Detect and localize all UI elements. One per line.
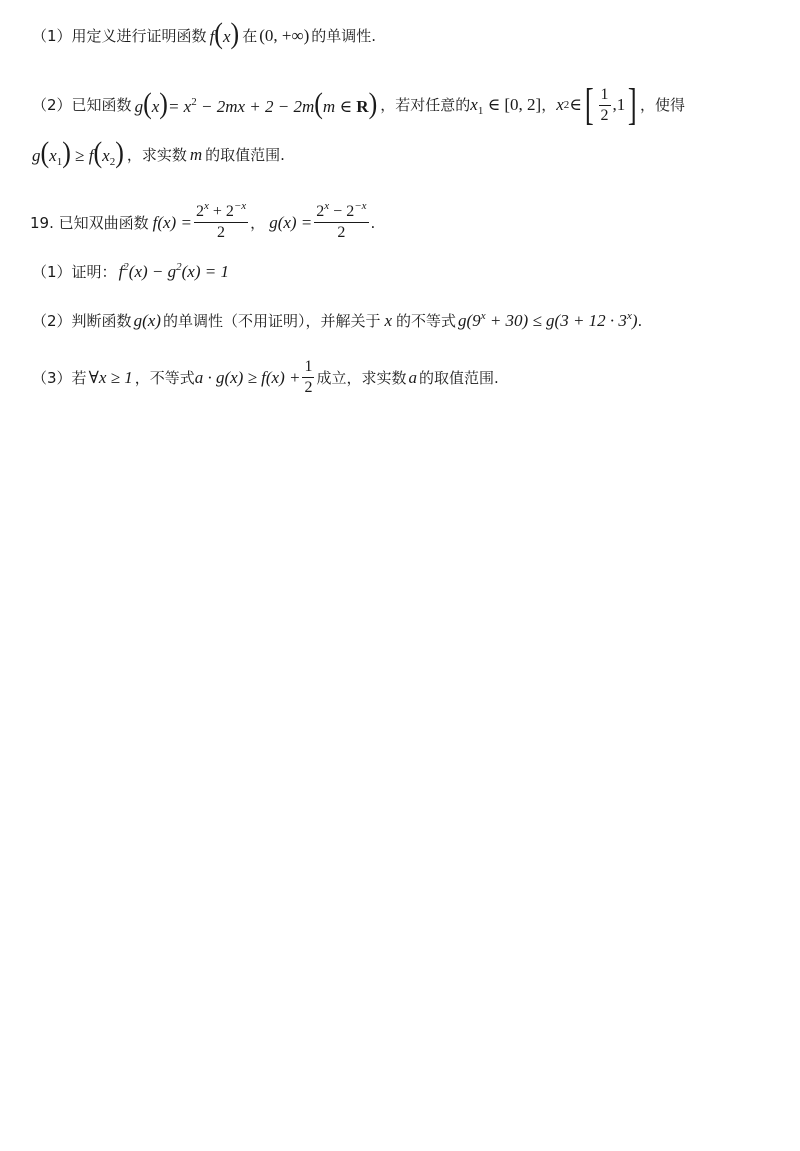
- q19-g-fraction: $\frac{2^x - 2^{-x}}{2}$: [316, 200, 367, 241]
- q18-part2-x1-set: $x_1$ ∈ [0, 2]: [470, 95, 542, 117]
- q18-part2-half-fraction: $\frac{1}{2}$: [600, 85, 609, 124]
- q19-part2-label: （2）: [32, 312, 72, 330]
- q18-part2-label: （2）: [32, 96, 72, 114]
- q19-part2-gx: g(x): [133, 311, 161, 330]
- q18-part2-m: m: [189, 144, 203, 164]
- q19-g-def: g(x) =: [269, 212, 313, 232]
- q19-part3-inequality: a · g(x) ≥ f(x) +: [194, 367, 301, 387]
- q18-part2-text-e: 的取值范围.: [205, 145, 285, 164]
- q18-part2-line2: [32, 135, 285, 170]
- q18-part2-text-b: ，若对任意的: [380, 96, 471, 114]
- q18-part2-line1: [32, 80, 685, 129]
- q19-part2-text-c: 的不等式: [396, 312, 457, 330]
- q18-part2-text-a: 已知函数: [71, 96, 132, 114]
- q19-part3-a: a: [408, 367, 417, 387]
- q19-part3-text-c: 成立，求实数: [316, 368, 407, 387]
- q19-part3-text-b: ，不等式: [134, 368, 195, 387]
- q19-part3-text-a: 若: [71, 368, 87, 387]
- q19-stem-text: 19. 已知双曲函数: [30, 213, 149, 232]
- q18-part2-text-c: ，使得: [639, 96, 685, 114]
- q18-part1-label: （1）: [32, 26, 72, 45]
- q18-part1-fx: f(x): [209, 16, 240, 51]
- q18-part1-text-c: 的单调性.: [311, 26, 377, 45]
- q19-part1-identity: $f^2(x) - g^2(x) = 1$: [118, 261, 229, 281]
- q19-part2-text-a: 判断函数: [71, 312, 132, 330]
- q18-part2-condition: $g(x_1) \ge f(x_2)$: [32, 135, 124, 170]
- q19-part3-label: （3）: [32, 368, 72, 387]
- q18-part1-text-a: 用定义进行证明函数: [71, 26, 207, 45]
- q19-stem: [30, 200, 376, 242]
- q18-part1-interval: (0, +∞): [259, 25, 310, 45]
- q18-part2-comma: ，: [541, 96, 557, 114]
- q19-part2-inequality: $g(9^x + 30) \le g(3 + 12 \cdot 3^x)$: [458, 310, 638, 330]
- q18-part2-text-d: ，求实数: [126, 145, 187, 164]
- q19-f-def: f(x) =: [152, 212, 192, 232]
- q18-part2-gx-def: $g(x)= x^2 - 2mx + 2 - 2m(m$ ∈ R): [134, 86, 378, 120]
- q19-part2-text-b: 的单调性（不用证明），并解关于: [162, 312, 381, 330]
- q19-part3-text-d: 的取值范围.: [419, 368, 499, 387]
- q19-stem-comma: ，: [250, 213, 266, 232]
- q19-part3-forall: ∀x ≥ 1: [88, 367, 133, 387]
- q19-part1-text: 证明：: [71, 263, 117, 281]
- q19-part2: [32, 311, 642, 331]
- q18-part2-x2-set: x 2 ∈ [ $\frac{1}{2}$ ,1 ]: [556, 80, 638, 129]
- q19-part3: [32, 358, 499, 397]
- q19-part1-label: （1）: [32, 263, 72, 281]
- q19-part2-x: x: [384, 311, 392, 330]
- q19-part1: [32, 262, 229, 282]
- q19-part3-half-fraction: $\frac{1}{2}$: [304, 358, 313, 396]
- q19-f-fraction: $\frac{2^x + 2^{-x}}{2}$: [195, 200, 247, 241]
- q18-part1-text-b: 在: [242, 26, 258, 45]
- q19-part2-end: .: [637, 312, 643, 330]
- q19-stem-end: .: [370, 213, 376, 232]
- q18-part1: [32, 16, 377, 51]
